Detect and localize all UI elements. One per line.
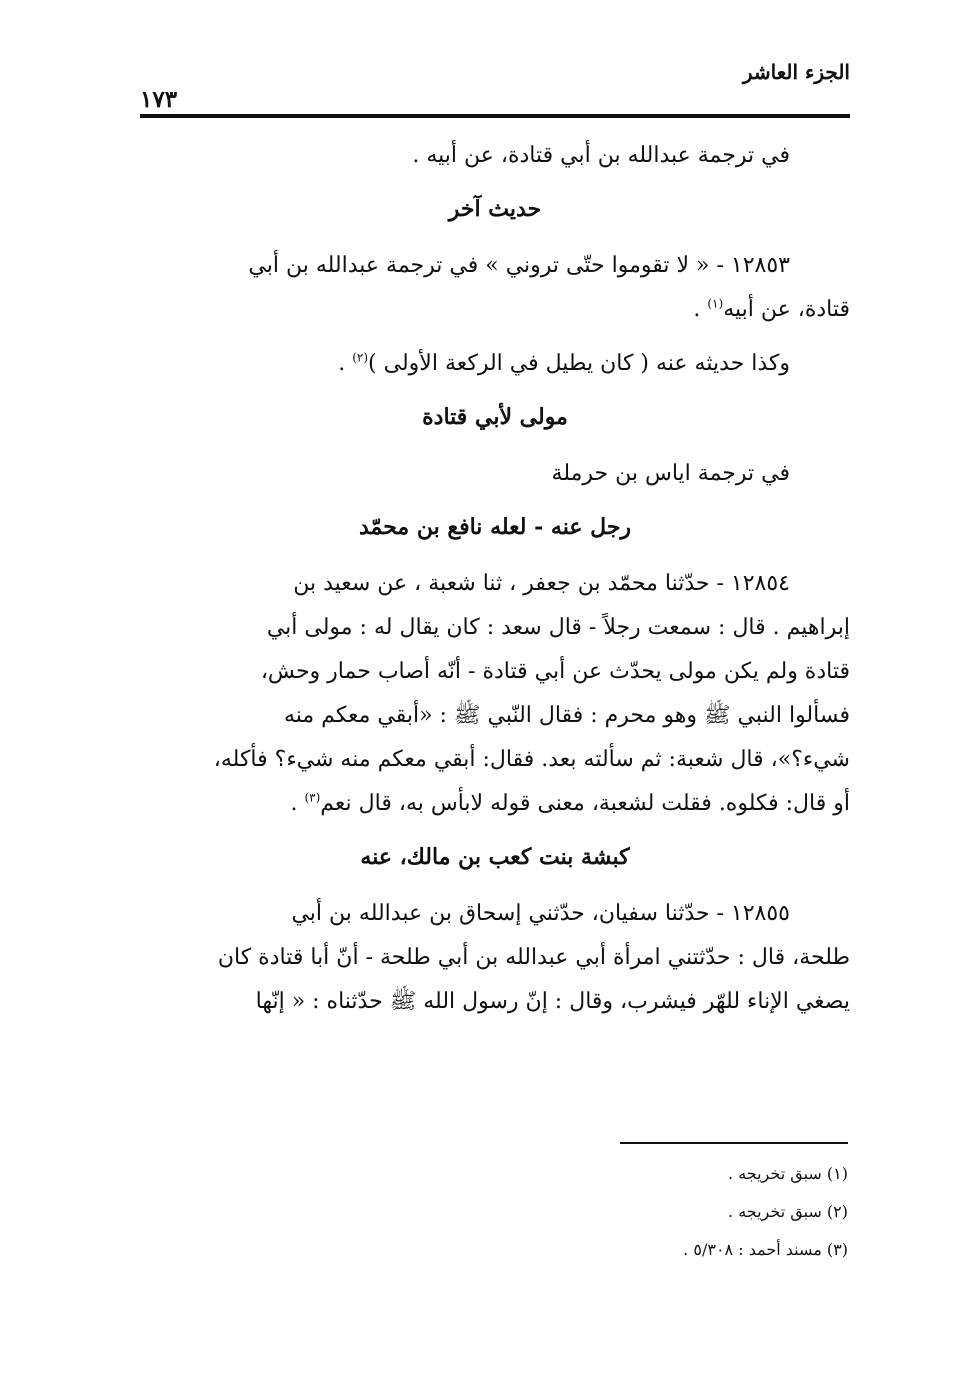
text-line [140, 346, 850, 382]
footnote-marker: (٣) [304, 790, 321, 805]
also-text-end: . [338, 351, 353, 376]
hadith-line: ١٢٨٥٤ - حدّثنا محمّد بن جعفر ، ثنا شعبة ، عن سعيد بن [293, 571, 790, 596]
hadith-line: قتادة ولم يكن مولى يحدّث عن أبي قتادة - أنّه أصاب حمار وحش، [260, 659, 850, 684]
section-heading: كبشة بنت كعب بن مالك، عنه [360, 844, 630, 870]
header-rule [140, 114, 850, 118]
footnote: (٣) مسند أحمد : ٥/٣٠٨ . [683, 1240, 848, 1259]
hadith-text-end: . [693, 297, 708, 322]
section-heading: مولى لأبي قتادة [422, 404, 568, 430]
page-number: ١٧٣ [140, 86, 178, 113]
footnote: (٢) سبق تخريجه . [728, 1202, 848, 1221]
hadith-text: أو قال: فكلوه. فقلت لشعبة، معنى قوله لابأس به، قال نعم [320, 791, 850, 816]
hadith-line: يصغي الإناء للهّر فيشرب، وقال : إنّ رسول الله ﷺ حدّثناه : « إنّها [255, 989, 850, 1014]
text-line: في ترجمة اياس بن حرملة [551, 461, 790, 486]
hadith-line: طلحة، قال : حدّثتني امرأة أبي عبدالله بن أبي طلحة - أنّ أبا قتادة كان [217, 945, 850, 970]
footnote: (١) سبق تخريجه . [728, 1164, 848, 1183]
footnotes [500, 1162, 848, 1276]
also-text: وكذا حديثه عنه ( كان يطيل في الركعة الأولى ) [368, 351, 790, 376]
main-text [140, 138, 850, 1038]
hadith-line: شيء؟»، قال شعبة: ثم سألته بعد. فقال: أبقي معكم منه شيء؟ فأكله، [213, 747, 850, 772]
hadith-line: ١٢٨٥٣ - « لا تقوموا حتّى تروني » في ترجمة عبدالله بن أبي [248, 253, 790, 278]
footnote-marker: (٢) [352, 350, 369, 365]
page-header [140, 50, 850, 114]
hadith-line [140, 292, 850, 328]
section-heading: رجل عنه - لعله نافع بن محمّد [358, 514, 632, 540]
hadith-line: فسألوا النبي ﷺ وهو محرم : فقال النّبي ﷺ : «أبقي معكم منه [283, 703, 850, 728]
footnote-marker: (١) [707, 296, 724, 311]
text-line: في ترجمة عبدالله بن أبي قتادة، عن أبيه . [412, 143, 790, 168]
hadith-text: قتادة، عن أبيه [723, 297, 850, 322]
hadith-line: ١٢٨٥٥ - حدّثنا سفيان، حدّثني إسحاق بن عبدالله بن أبي [291, 901, 790, 926]
hadith-line: إبراهيم . قال : سمعت رجلاً - قال سعد : كان يقال له : مولى أبي [266, 615, 850, 640]
section-heading: حديث آخر [448, 196, 542, 222]
hadith-line [140, 786, 850, 822]
hadith-text-end: . [290, 791, 305, 816]
running-title: الجزء العاشر [742, 60, 850, 84]
footnote-rule [620, 1142, 848, 1144]
